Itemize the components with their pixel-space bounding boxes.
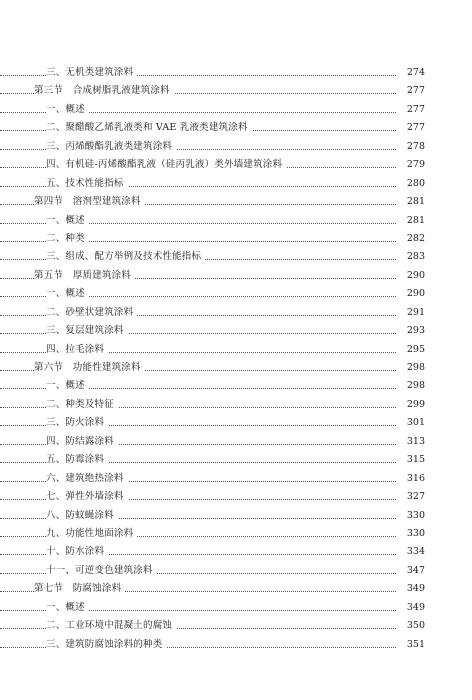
toc-page-number: 330 xyxy=(396,525,425,543)
toc-subsection-entry[interactable] xyxy=(0,488,472,506)
toc-page-number: 277 xyxy=(396,82,425,100)
toc-subsection-entry[interactable] xyxy=(0,175,472,193)
toc-subsection-entry[interactable] xyxy=(0,617,472,635)
toc-page-number: 315 xyxy=(396,451,425,469)
toc-page-number: 313 xyxy=(396,433,425,451)
toc-entry-title: 二、工业环境中混凝土的腐蚀 xyxy=(46,617,176,635)
toc-entry-title: 三、防火涂料 xyxy=(46,414,108,432)
toc-entry-title: 三、建筑防腐蚀涂料的种类 xyxy=(46,636,166,654)
toc-subsection-entry[interactable] xyxy=(0,64,472,82)
toc-entry-title: 六、建筑绝热涂料 xyxy=(46,470,128,488)
toc-subsection-entry[interactable] xyxy=(0,212,472,230)
toc-page-number: 283 xyxy=(396,248,425,266)
toc-entry-title: 七、弹性外墙涂料 xyxy=(46,488,128,506)
toc-subsection-entry[interactable] xyxy=(0,451,472,469)
toc-page-number: 299 xyxy=(396,396,425,414)
toc-subsection-entry[interactable] xyxy=(0,341,472,359)
toc-page-number: 281 xyxy=(396,193,425,211)
toc-subsection-entry[interactable] xyxy=(0,322,472,340)
toc-page-number: 290 xyxy=(396,285,425,303)
toc-subsection-entry[interactable] xyxy=(0,377,472,395)
toc-page-number: 281 xyxy=(396,212,425,230)
toc-subsection-entry[interactable] xyxy=(0,599,472,617)
toc-section-entry[interactable] xyxy=(0,267,472,285)
toc-entry-title: 一、概述 xyxy=(46,377,89,395)
toc-entry-title: 第三节 合成树脂乳液建筑涂料 xyxy=(34,82,174,100)
toc-entry-title: 三、组成、配方举例及技术性能指标 xyxy=(46,248,205,266)
toc-entry-title: 一、概述 xyxy=(46,212,89,230)
toc-section-entry[interactable] xyxy=(0,82,472,100)
toc-entry-title: 第五节 厚质建筑涂料 xyxy=(34,267,135,285)
toc-page-number: 277 xyxy=(396,101,425,119)
toc-entry-title: 五、技术性能指标 xyxy=(46,175,128,193)
toc-page-number: 301 xyxy=(396,414,425,432)
toc-entry-title: 八、防蚊蝇涂料 xyxy=(46,507,118,525)
toc-subsection-entry[interactable] xyxy=(0,119,472,137)
toc-entry-title: 十一、可逆变色建筑涂料 xyxy=(46,562,157,580)
toc-subsection-entry[interactable] xyxy=(0,414,472,432)
toc-subsection-entry[interactable] xyxy=(0,562,472,580)
toc-page-number: 293 xyxy=(396,322,425,340)
toc-entry-title: 四、防结露涂料 xyxy=(46,433,118,451)
toc-page-number: 291 xyxy=(396,304,425,322)
toc-page-number: 316 xyxy=(396,470,425,488)
toc-page-number: 295 xyxy=(396,341,425,359)
toc-entry-title: 二、种类及特征 xyxy=(46,396,118,414)
toc-entry-title: 一、概述 xyxy=(46,285,89,303)
toc-subsection-entry[interactable] xyxy=(0,433,472,451)
toc-page-number: 298 xyxy=(396,377,425,395)
toc-subsection-entry[interactable] xyxy=(0,230,472,248)
toc-subsection-entry[interactable] xyxy=(0,101,472,119)
toc-page-number: 351 xyxy=(396,636,425,654)
toc-subsection-entry[interactable] xyxy=(0,470,472,488)
toc-page-number: 334 xyxy=(396,543,425,561)
toc-subsection-entry[interactable] xyxy=(0,248,472,266)
toc-page-number: 274 xyxy=(396,64,425,82)
toc-section-entry[interactable] xyxy=(0,193,472,211)
toc-page-number: 282 xyxy=(396,230,425,248)
toc-entry-title: 三、丙烯酸酯乳液类建筑涂料 xyxy=(46,138,176,156)
toc-entry-title: 第七节 防腐蚀涂料 xyxy=(34,580,125,598)
toc-subsection-entry[interactable] xyxy=(0,304,472,322)
toc-page-number: 349 xyxy=(396,599,425,617)
toc-entry-title: 一、概述 xyxy=(46,599,89,617)
toc-entry-title: 二、种类 xyxy=(46,230,89,248)
toc-entry-title: 二、砂壁状建筑涂料 xyxy=(46,304,137,322)
toc-entry-title: 二、聚醋酸乙烯乳液类和 VAE 乳液类建筑涂料 xyxy=(46,119,252,137)
toc-entry-title: 九、功能性地面涂料 xyxy=(46,525,137,543)
toc-subsection-entry[interactable] xyxy=(0,285,472,303)
toc-page-number: 277 xyxy=(396,119,425,137)
toc-entry-title: 五、防霉涂料 xyxy=(46,451,108,469)
toc-subsection-entry[interactable] xyxy=(0,138,472,156)
toc-section-entry[interactable] xyxy=(0,359,472,377)
toc-page-number: 349 xyxy=(396,580,425,598)
table-of-contents xyxy=(0,64,472,654)
toc-subsection-entry[interactable] xyxy=(0,525,472,543)
toc-entry-title: 三、复层建筑涂料 xyxy=(46,322,128,340)
toc-page-number: 327 xyxy=(396,488,425,506)
toc-page-number: 278 xyxy=(396,138,425,156)
toc-entry-title: 四、拉毛涂料 xyxy=(46,341,108,359)
toc-subsection-entry[interactable] xyxy=(0,396,472,414)
toc-subsection-entry[interactable] xyxy=(0,507,472,525)
toc-section-entry[interactable] xyxy=(0,580,472,598)
toc-page-number: 347 xyxy=(396,562,425,580)
toc-subsection-entry[interactable] xyxy=(0,543,472,561)
toc-page-number: 350 xyxy=(396,617,425,635)
toc-entry-title: 一、概述 xyxy=(46,101,89,119)
toc-subsection-entry[interactable] xyxy=(0,156,472,174)
toc-page-number: 330 xyxy=(396,507,425,525)
toc-page-number: 298 xyxy=(396,359,425,377)
toc-entry-title: 十、防水涂料 xyxy=(46,543,108,561)
toc-entry-title: 三、无机类建筑涂料 xyxy=(46,64,137,82)
toc-page-number: 279 xyxy=(396,156,425,174)
toc-subsection-entry[interactable] xyxy=(0,636,472,654)
toc-entry-title: 四、有机硅-丙烯酸酯乳液（硅丙乳液）类外墙建筑涂料 xyxy=(46,156,286,174)
toc-page-number: 280 xyxy=(396,175,425,193)
toc-entry-title: 第六节 功能性建筑涂料 xyxy=(34,359,145,377)
toc-entry-title: 第四节 溶剂型建筑涂料 xyxy=(34,193,145,211)
toc-page-number: 290 xyxy=(396,267,425,285)
